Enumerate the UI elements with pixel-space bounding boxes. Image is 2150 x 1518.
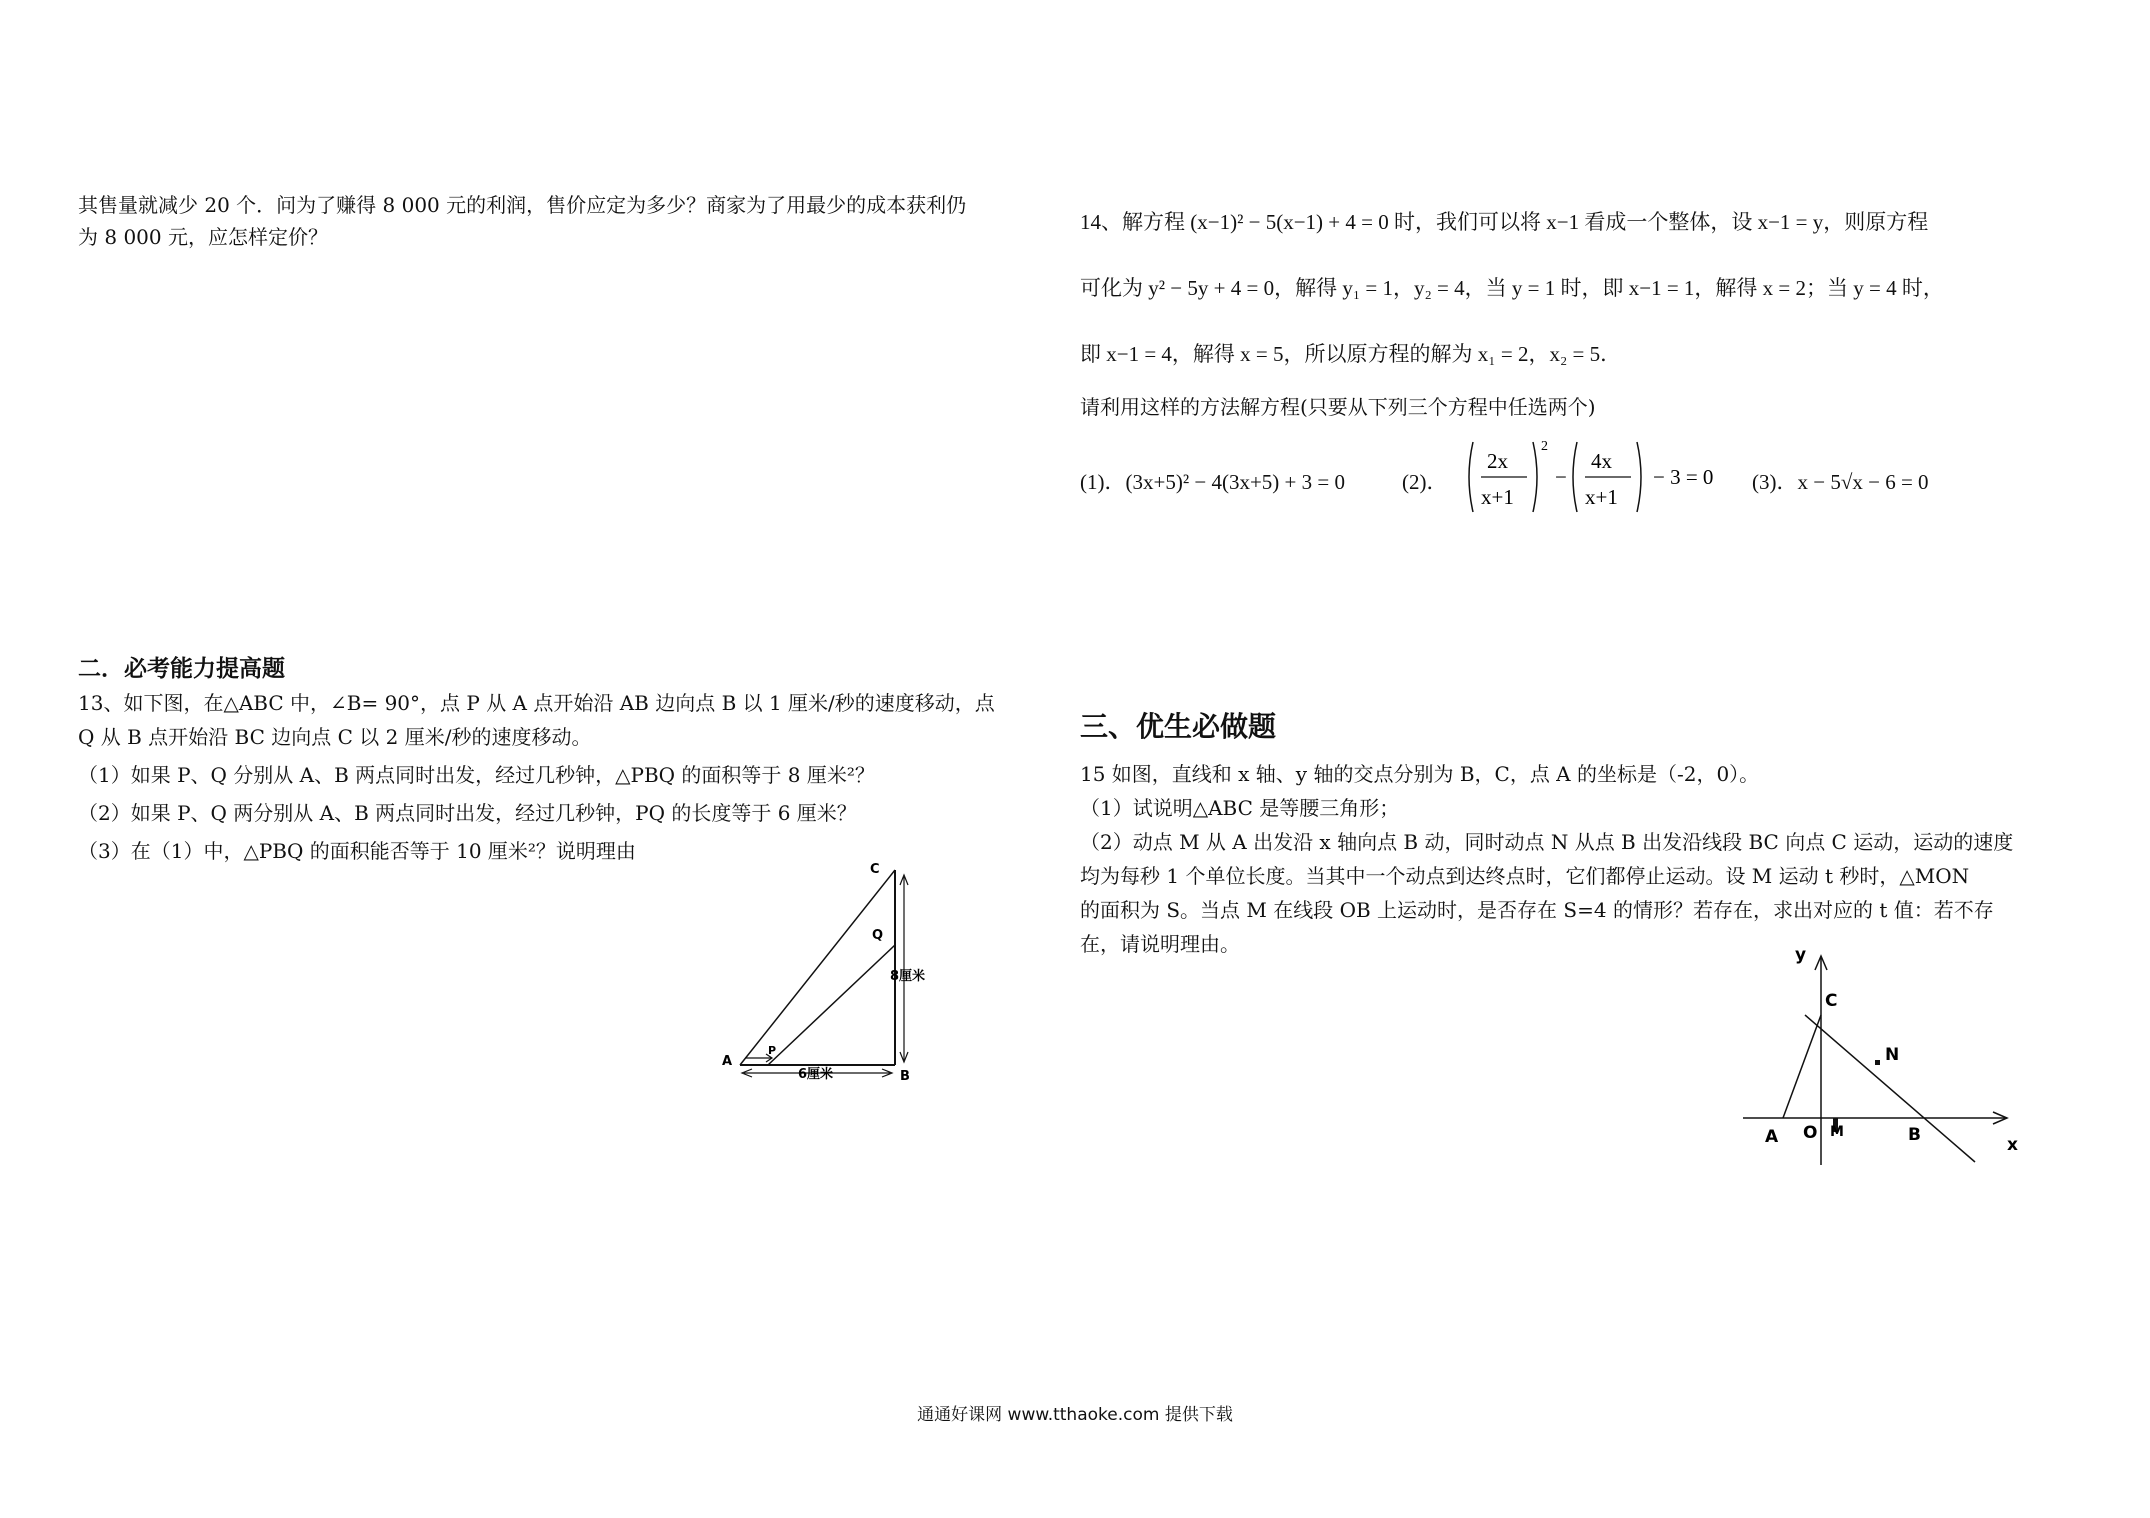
label-ab-length: 6厘米 (798, 1067, 834, 1082)
label-O: O (1803, 1123, 1818, 1143)
equation-3: (3)．x − 5√x − 6 = 0 (1752, 470, 1929, 494)
q13-line-2: Q 从 B 点开始沿 BC 边向点 C 以 2 厘米/秒的速度移动。 (78, 725, 592, 749)
q15-line-6: 在，请说明理由。 (1080, 932, 1240, 956)
frac1-numerator: 2x (1487, 449, 1508, 473)
section-title-2: 二．必考能力提高题 (78, 656, 285, 682)
coordinate-figure (1735, 940, 2025, 1170)
label-C: C (870, 862, 880, 877)
q15-line-4: 均为每秒 1 个单位长度。当其中一个动点到达终点时，它们都停止运动。设 M 运动 t 秒时，△MON (1080, 864, 1970, 888)
label-A: A (722, 1054, 733, 1069)
label-Q: Q (872, 928, 884, 943)
equation-2-tail: − 3 = 0 (1653, 465, 1714, 489)
label-x: x (2007, 1135, 2018, 1155)
footer-credit: 通通好课网 www.tthaoke.com 提供下载 (917, 1405, 1233, 1425)
q14-line-2: 可化为 y² − 5y + 4 = 0，解得 y₁ = 1，y₂ = 4，当 y = 1 时，即 x−1 = 1，解得 x = 2；当 y = 4 时， (1080, 276, 1944, 300)
label-B: B (900, 1069, 910, 1084)
label-B: B (1908, 1125, 1921, 1145)
q14-line-3: 即 x−1 = 4，解得 x = 5，所以原方程的解为 x₁ = 2，x₂ = 5． (1080, 342, 1622, 366)
q14-line-4: 请利用这样的方法解方程(只要从下列三个方程中任选两个) (1080, 395, 1596, 419)
label-C: C (1825, 991, 1838, 1011)
q13-line-4: （2）如果 P、Q 两分别从 A、B 两点同时出发，经过几秒钟，PQ 的长度等于 6 厘米？ (78, 801, 857, 825)
q14-line-1: 14、解方程 (x−1)² − 5(x−1) + 4 = 0 时，我们可以将 x−1 看成一个整体，设 x−1 = y，则原方程 (1080, 210, 1929, 234)
label-y: y (1795, 945, 1807, 965)
label-bc-length: 8厘米 (890, 969, 926, 984)
frac2-numerator: 4x (1591, 449, 1612, 473)
q15-line-3: （2）动点 M 从 A 出发沿 x 轴向点 B 动，同时动点 N 从点 B 出发沿线段 BC 向点 C 运动，运动的速度 (1080, 830, 2014, 854)
carryover-line-1: 其售量就减少 20 个．问为了赚得 8 000 元的利润，售价应定为多少？商家为了用最少的成本获利仍 (78, 193, 967, 217)
equation-1: (1)．(3x+5)² − 4(3x+5) + 3 = 0 (1080, 470, 1345, 494)
q15-line-2: （1）试说明△ABC 是等腰三角形； (1080, 796, 1400, 820)
q13-line-1: 13、如下图，在△ABC 中，∠B= 90°，点 P 从 A 点开始沿 AB 边向点 B 以 1 厘米/秒的速度移动，点 (78, 691, 995, 715)
q15-line-5: 的面积为 S。当点 M 在线段 OB 上运动时，是否存在 S=4 的情形？若存在，求出对应的 t 值：若不存 (1080, 898, 1994, 922)
svg-text:2: 2 (1541, 439, 1548, 454)
frac2-denominator: x+1 (1585, 485, 1618, 509)
label-N: N (1885, 1045, 1900, 1065)
label-P: P (768, 1044, 777, 1057)
section-title-3: 三、优生必做题 (1080, 710, 1277, 743)
equation-2-minus: − (1555, 465, 1567, 489)
q13-line-3: （1）如果 P、Q 分别从 A、B 两点同时出发，经过几秒钟，△PBQ 的面积等于 8 厘米²？ (78, 763, 875, 787)
carryover-line-2: 为 8 000 元，应怎样定价？ (78, 225, 328, 249)
triangle-figure (700, 855, 960, 1095)
q15-line-1: 15 如图，直线和 x 轴、y 轴的交点分别为 B，C，点 A 的坐标是（-2，0）。 (1080, 762, 1760, 786)
q13-line-5: （3）在（1）中，△PBQ 的面积能否等于 10 厘米²？说明理由 (78, 839, 636, 863)
label-A: A (1765, 1127, 1779, 1147)
equation-2-fractions (1465, 432, 1745, 522)
label-M: M (1830, 1124, 1844, 1140)
frac1-denominator: x+1 (1481, 485, 1514, 509)
equation-2-label: (2)． (1402, 470, 1448, 494)
